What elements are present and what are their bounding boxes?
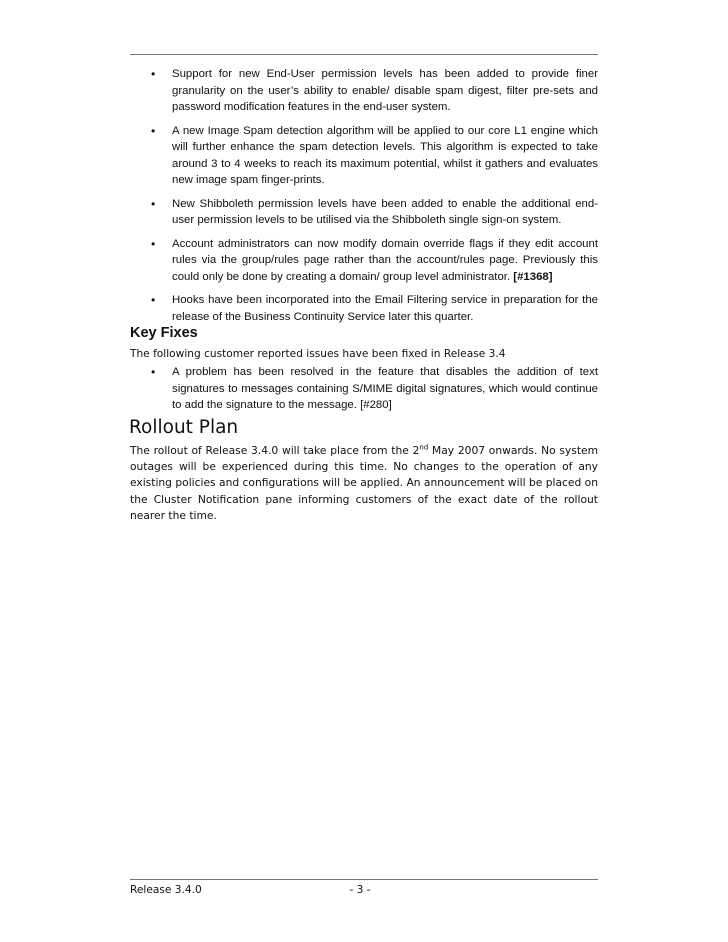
header-rule <box>130 54 598 55</box>
list-item <box>130 66 598 116</box>
list-item-text: A problem has been resolved in the feature that disables the addition of text signatures to messages containing S/MIME digital signatures, which would continue to add the signature to the message. [#280] <box>172 366 598 411</box>
key-fixes-heading: Key Fixes <box>130 325 198 341</box>
list-item-text: Account administrators can now modify domain override flags if they edit account rules via the group/rules page rather than the account/rules page. Previously this could only be done by creating a domain/ group level administrator. <box>172 237 598 283</box>
list-item <box>130 196 598 229</box>
footer-release: Release 3.4.0 <box>130 884 202 896</box>
rollout-text-end: May 2007 onwards. No system outages will be experienced during this time. No changes to the operation of any existing policies and configurations will be applied. An announcement will be placed on the Cluster Notification pane informing customers of the exact date of the rollout nearer the time. <box>130 444 598 522</box>
bullet-icon: • <box>151 196 156 211</box>
list-item-text: A new Image Spam detection algorithm will be applied to our core L1 engine which will further enhance the spam detection levels. This algorithm is expected to take around 3 to 4 weeks to reach its maximum potential, whilst it gathers and evaluates new image spam finger-prints. <box>172 124 598 186</box>
list-item <box>130 292 598 325</box>
list-item <box>130 123 598 189</box>
list-item-text: Support for new End-User permission levels has been added to provide finer granularity on the user’s ability to enable/ disable spam digest, filter pre-sets and password modification features in the end-user system. <box>172 68 598 113</box>
page-number: - 3 - <box>349 884 371 896</box>
bullet-icon: • <box>151 293 156 307</box>
fixes-list <box>130 364 598 421</box>
ordinal-suffix: nd <box>419 443 429 452</box>
rollout-heading: Rollout Plan <box>129 417 239 438</box>
bullet-icon: • <box>151 365 156 379</box>
bullet-icon: • <box>151 236 156 251</box>
list-item-text: Hooks have been incorporated into the Email Filtering service in preparation for the release of the Business Continuity Service later this quarter. <box>172 294 598 323</box>
rollout-text-start: The rollout of Release 3.4.0 will take place from the 2 <box>130 444 420 457</box>
bullet-icon: • <box>151 67 156 81</box>
key-fixes-intro: The following customer reported issues have been fixed in Release 3.4 <box>130 348 506 360</box>
rollout-paragraph <box>130 443 598 524</box>
bullet-icon: • <box>151 123 156 138</box>
issue-reference: [#1368] <box>513 270 553 283</box>
footer-rule <box>130 879 598 880</box>
list-item-text: New Shibboleth permission levels have been added to enable the additional end-user permission levels to be utilised via the Shibboleth single sign-on system. <box>172 197 598 226</box>
list-item <box>130 364 598 414</box>
list-item <box>130 236 598 286</box>
feature-list <box>130 66 598 332</box>
